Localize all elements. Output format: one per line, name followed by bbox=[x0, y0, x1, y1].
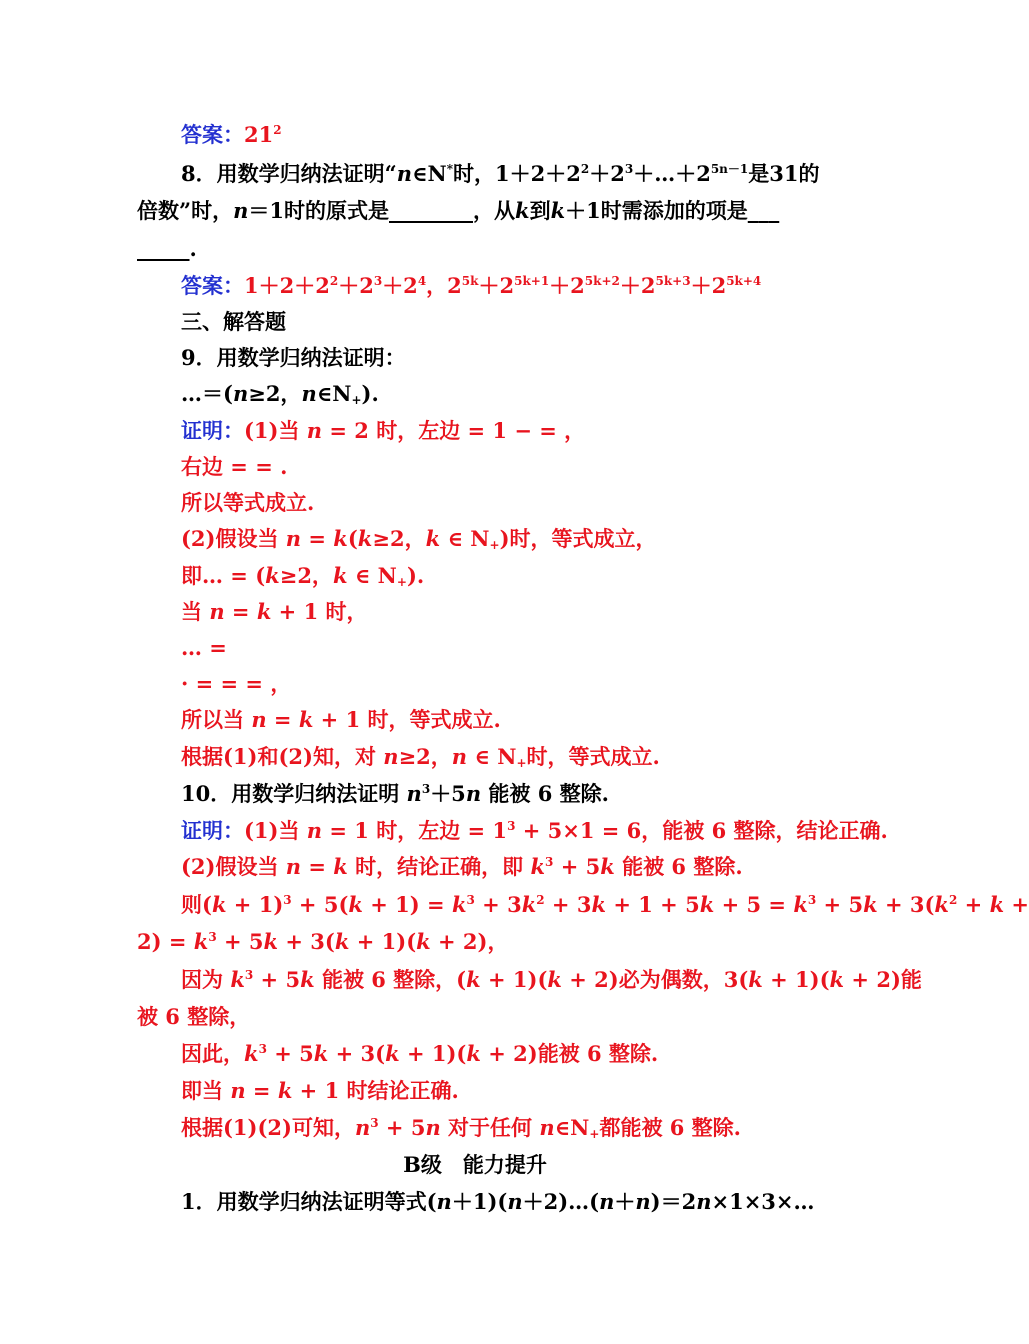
question-8-line-1: 8．用数学归纳法证明“n∈N*时，$1+2+2^2+2^3+\dots+2^{5n-1}$是31的 bbox=[181, 161, 820, 186]
question-8-line-3: _____. bbox=[137, 236, 197, 261]
proof-9-line-3: 所以等式成立. bbox=[181, 490, 315, 515]
answer-label: 答案： bbox=[181, 122, 244, 147]
section-b-heading: B级 能力提升 bbox=[403, 1152, 547, 1177]
proof-9-line-4: (2)假设当 n = k(k≥2，k ∈ $N_+$)时，等式成立， bbox=[181, 526, 657, 552]
answer-8 bbox=[181, 272, 761, 300]
proof-10-line-6: 被 6 整除， bbox=[137, 1004, 251, 1029]
question-8-line-2: 倍数”时，n＝1时的原式是________，从k到k＋1时需添加的项是___ bbox=[137, 198, 780, 223]
proof-9-line-10: 根据(1)和(2)知，对 n≥2，n ∈ $N_+$时，等式成立. bbox=[181, 744, 660, 770]
question-b1-stem: 1．用数学归纳法证明等式(n＋1)(n＋2)…(n＋n)＝2n×1×3×… bbox=[181, 1189, 815, 1214]
question-9-stem: 9．用数学归纳法证明： bbox=[181, 345, 406, 370]
question-9-formula: …＝(n≥2，$n\in N_+$). bbox=[181, 381, 379, 407]
proof-10-line-2: (2)假设当 n = k 时，结论正确，即 $k^3 + 5k$ 能被 6 整除. bbox=[181, 854, 743, 879]
proof-9-line-5: 即… = (k≥2，k ∈ $N_+$). bbox=[181, 563, 425, 589]
proof-10-line-9: 根据(1)(2)可知，$n^3 + 5n$ 对于任何 $n\in N_+$都能被 6 整除. bbox=[181, 1115, 741, 1141]
proof-10-line-1: 证明：(1)当 n = 1 时，左边 = $1^3 + 5\times 1 = 6$，能被 6 整除，结论正确. bbox=[181, 818, 888, 843]
proof-label: 证明： bbox=[181, 418, 244, 443]
answer-7 bbox=[181, 121, 282, 149]
proof-10-line-4: $2) = k^3 + 5k + 3(k + 1)(k + 2)$， bbox=[137, 929, 509, 954]
proof-9-line-2: 右边 = = . bbox=[181, 454, 288, 479]
proof-9-line-1: 证明：(1)当 n = 2 时，左边 = 1 − = ， bbox=[181, 418, 586, 443]
proof-10-line-8: 即当 n = k + 1 时结论正确. bbox=[181, 1078, 459, 1103]
answer-value: $21^2$ bbox=[244, 122, 282, 147]
proof-10-line-5: 因为 $k^3 + 5k$ 能被 6 整除，(k + 1)(k + 2)必为偶数，3(k + 1)(k + 2)能 bbox=[181, 967, 922, 992]
proof-9-line-6: 当 n = k + 1 时， bbox=[181, 599, 368, 624]
proof-10-line-7: 因此，$k^3 + 5k + 3(k + 1)(k + 2)$能被 6 整除. bbox=[181, 1041, 659, 1066]
answer-value: $1+2+2^2+2^3+2^4$，$2^{5k}+2^{5k+1}+2^{5k+2}+2^{5k+3}+2^{5k+4}$ bbox=[244, 273, 762, 298]
proof-9-line-8: · = = = ， bbox=[181, 671, 292, 696]
proof-9-line-9: 所以当 n = k + 1 时，等式成立. bbox=[181, 707, 501, 732]
section-heading: 三、解答题 bbox=[181, 309, 286, 334]
proof-10-line-3: 则$(k + 1)^3 + 5(k + 1) = k^3 + 3k^2 + 3k + 1 + 5k + 5 = k^3 + 5k + 3(k^2 + k$ + bbox=[181, 892, 1029, 917]
proof-9-line-7: … = bbox=[181, 635, 227, 660]
answer-label: 答案： bbox=[181, 273, 244, 298]
proof-label: 证明： bbox=[181, 818, 244, 843]
question-10-stem: 10．用数学归纳法证明 $n^3+5n$ 能被 6 整除. bbox=[181, 781, 609, 806]
